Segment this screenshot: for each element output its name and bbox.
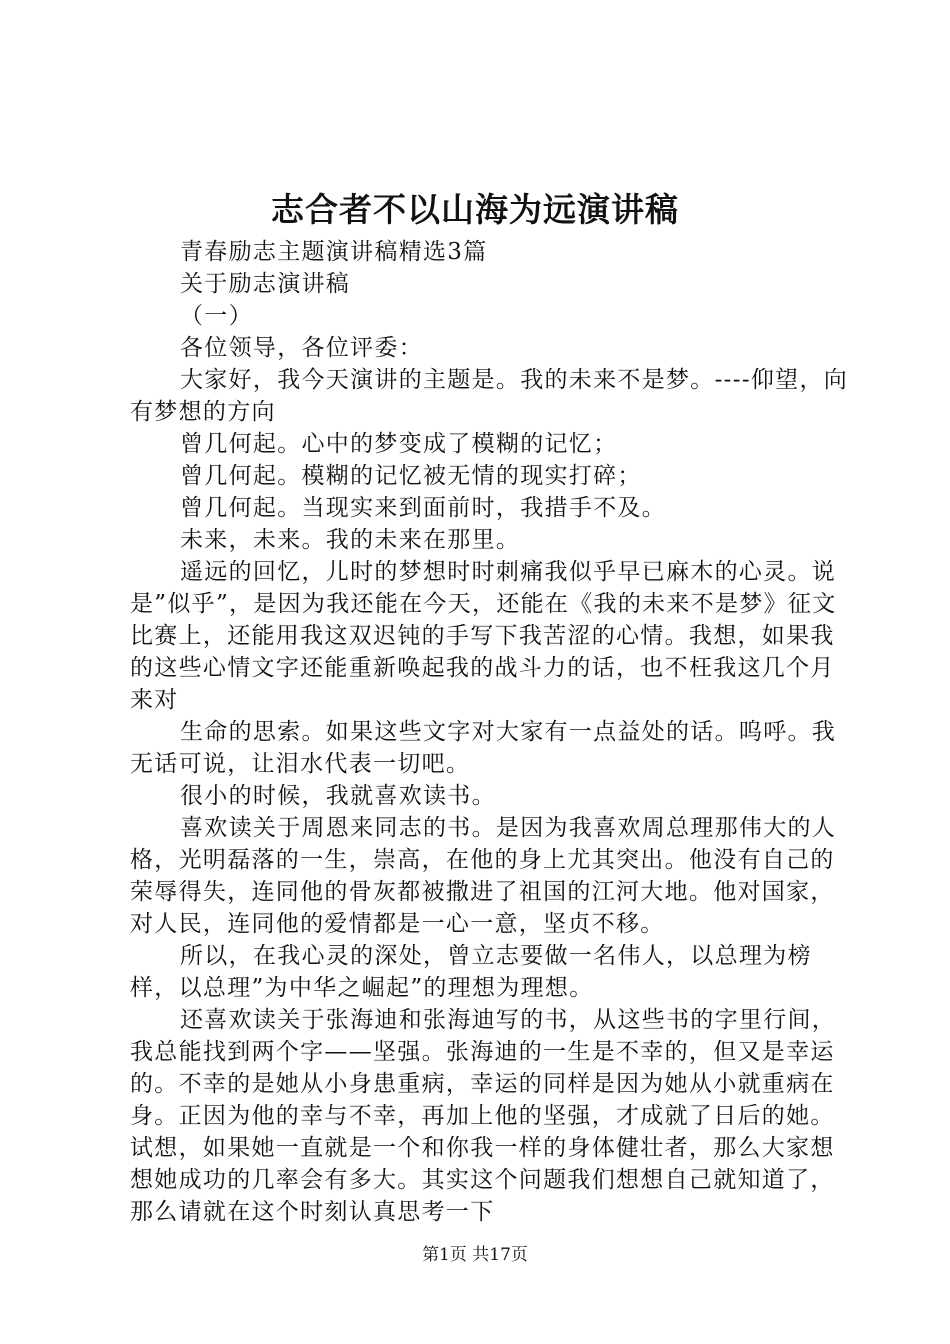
document-title: 志合者不以山海为远演讲稿: [271, 190, 679, 229]
paragraph: 生命的思索。如果这些文字对大家有一点益处的话。呜呼。我无话可说，让泪水代表一切吧。: [130, 719, 837, 777]
paragraph: 关于励志演讲稿: [180, 271, 351, 297]
paragraph: 各位领导，各位评委：: [180, 335, 423, 361]
paragraph: 遥远的回忆，儿时的梦想时时刺痛我似乎早已麻木的心灵。说是”似乎”，是因为我还能在今天，还能在《我的未来不是梦》征文比赛上，还能用我这双迟钝的手写下我苦涩的心情。我想，如果我的这些心情文字还能重新唤起我的战斗力的话，也不枉我这几个月来对: [130, 559, 837, 713]
paragraph: 青春励志主题演讲稿精选3篇: [180, 239, 488, 265]
paragraph: 大家好，我今天演讲的主题是。我的未来不是梦。----仰望，向有梦想的方向: [130, 367, 849, 425]
paragraph: 很小的时候，我就喜欢读书。: [180, 783, 496, 809]
paragraph: （一）: [180, 303, 253, 329]
document-body: [130, 236, 850, 1228]
paragraph: 未来，未来。我的未来在那里。: [180, 527, 521, 553]
paragraph: 曾几何起。模糊的记忆被无情的现实打碎；: [180, 463, 642, 489]
paragraph: 还喜欢读关于张海迪和张海迪写的书，从这些书的字里行间，我总能找到两个字——坚强。张海迪的一生是不幸的，但又是幸运的。不幸的是她从小身患重病，幸运的同样是因为她从小就重病在身。正因为他的幸与不幸，再加上他的坚强，才成就了日后的她。试想，如果她一直就是一个和你我一样的身体健壮者，那么大家想想她成功的几率会有多大。其实这个问题我们想想自己就知道了，那么请就在这个时刻认真思考一下: [130, 1007, 837, 1225]
paragraph: 曾几何起。心中的梦变成了模糊的记忆；: [180, 431, 618, 457]
page-number-footer: 第1页 共17页: [422, 1245, 528, 1265]
paragraph: 所以，在我心灵的深处，曾立志要做一名伟人，以总理为榜样，以总理”为中华之崛起”的理想为理想。: [130, 943, 812, 1001]
paragraph: 曾几何起。当现实来到面前时，我措手不及。: [180, 495, 666, 521]
paragraph: 喜欢读关于周恩来同志的书。是因为我喜欢周总理那伟大的人格，光明磊落的一生，崇高，在他的身上尤其突出。他没有自己的荣辱得失，连同他的骨灰都被撒进了祖国的江河大地。他对国家，对人民，连同他的爱情都是一心一意，坚贞不移。: [130, 815, 837, 937]
